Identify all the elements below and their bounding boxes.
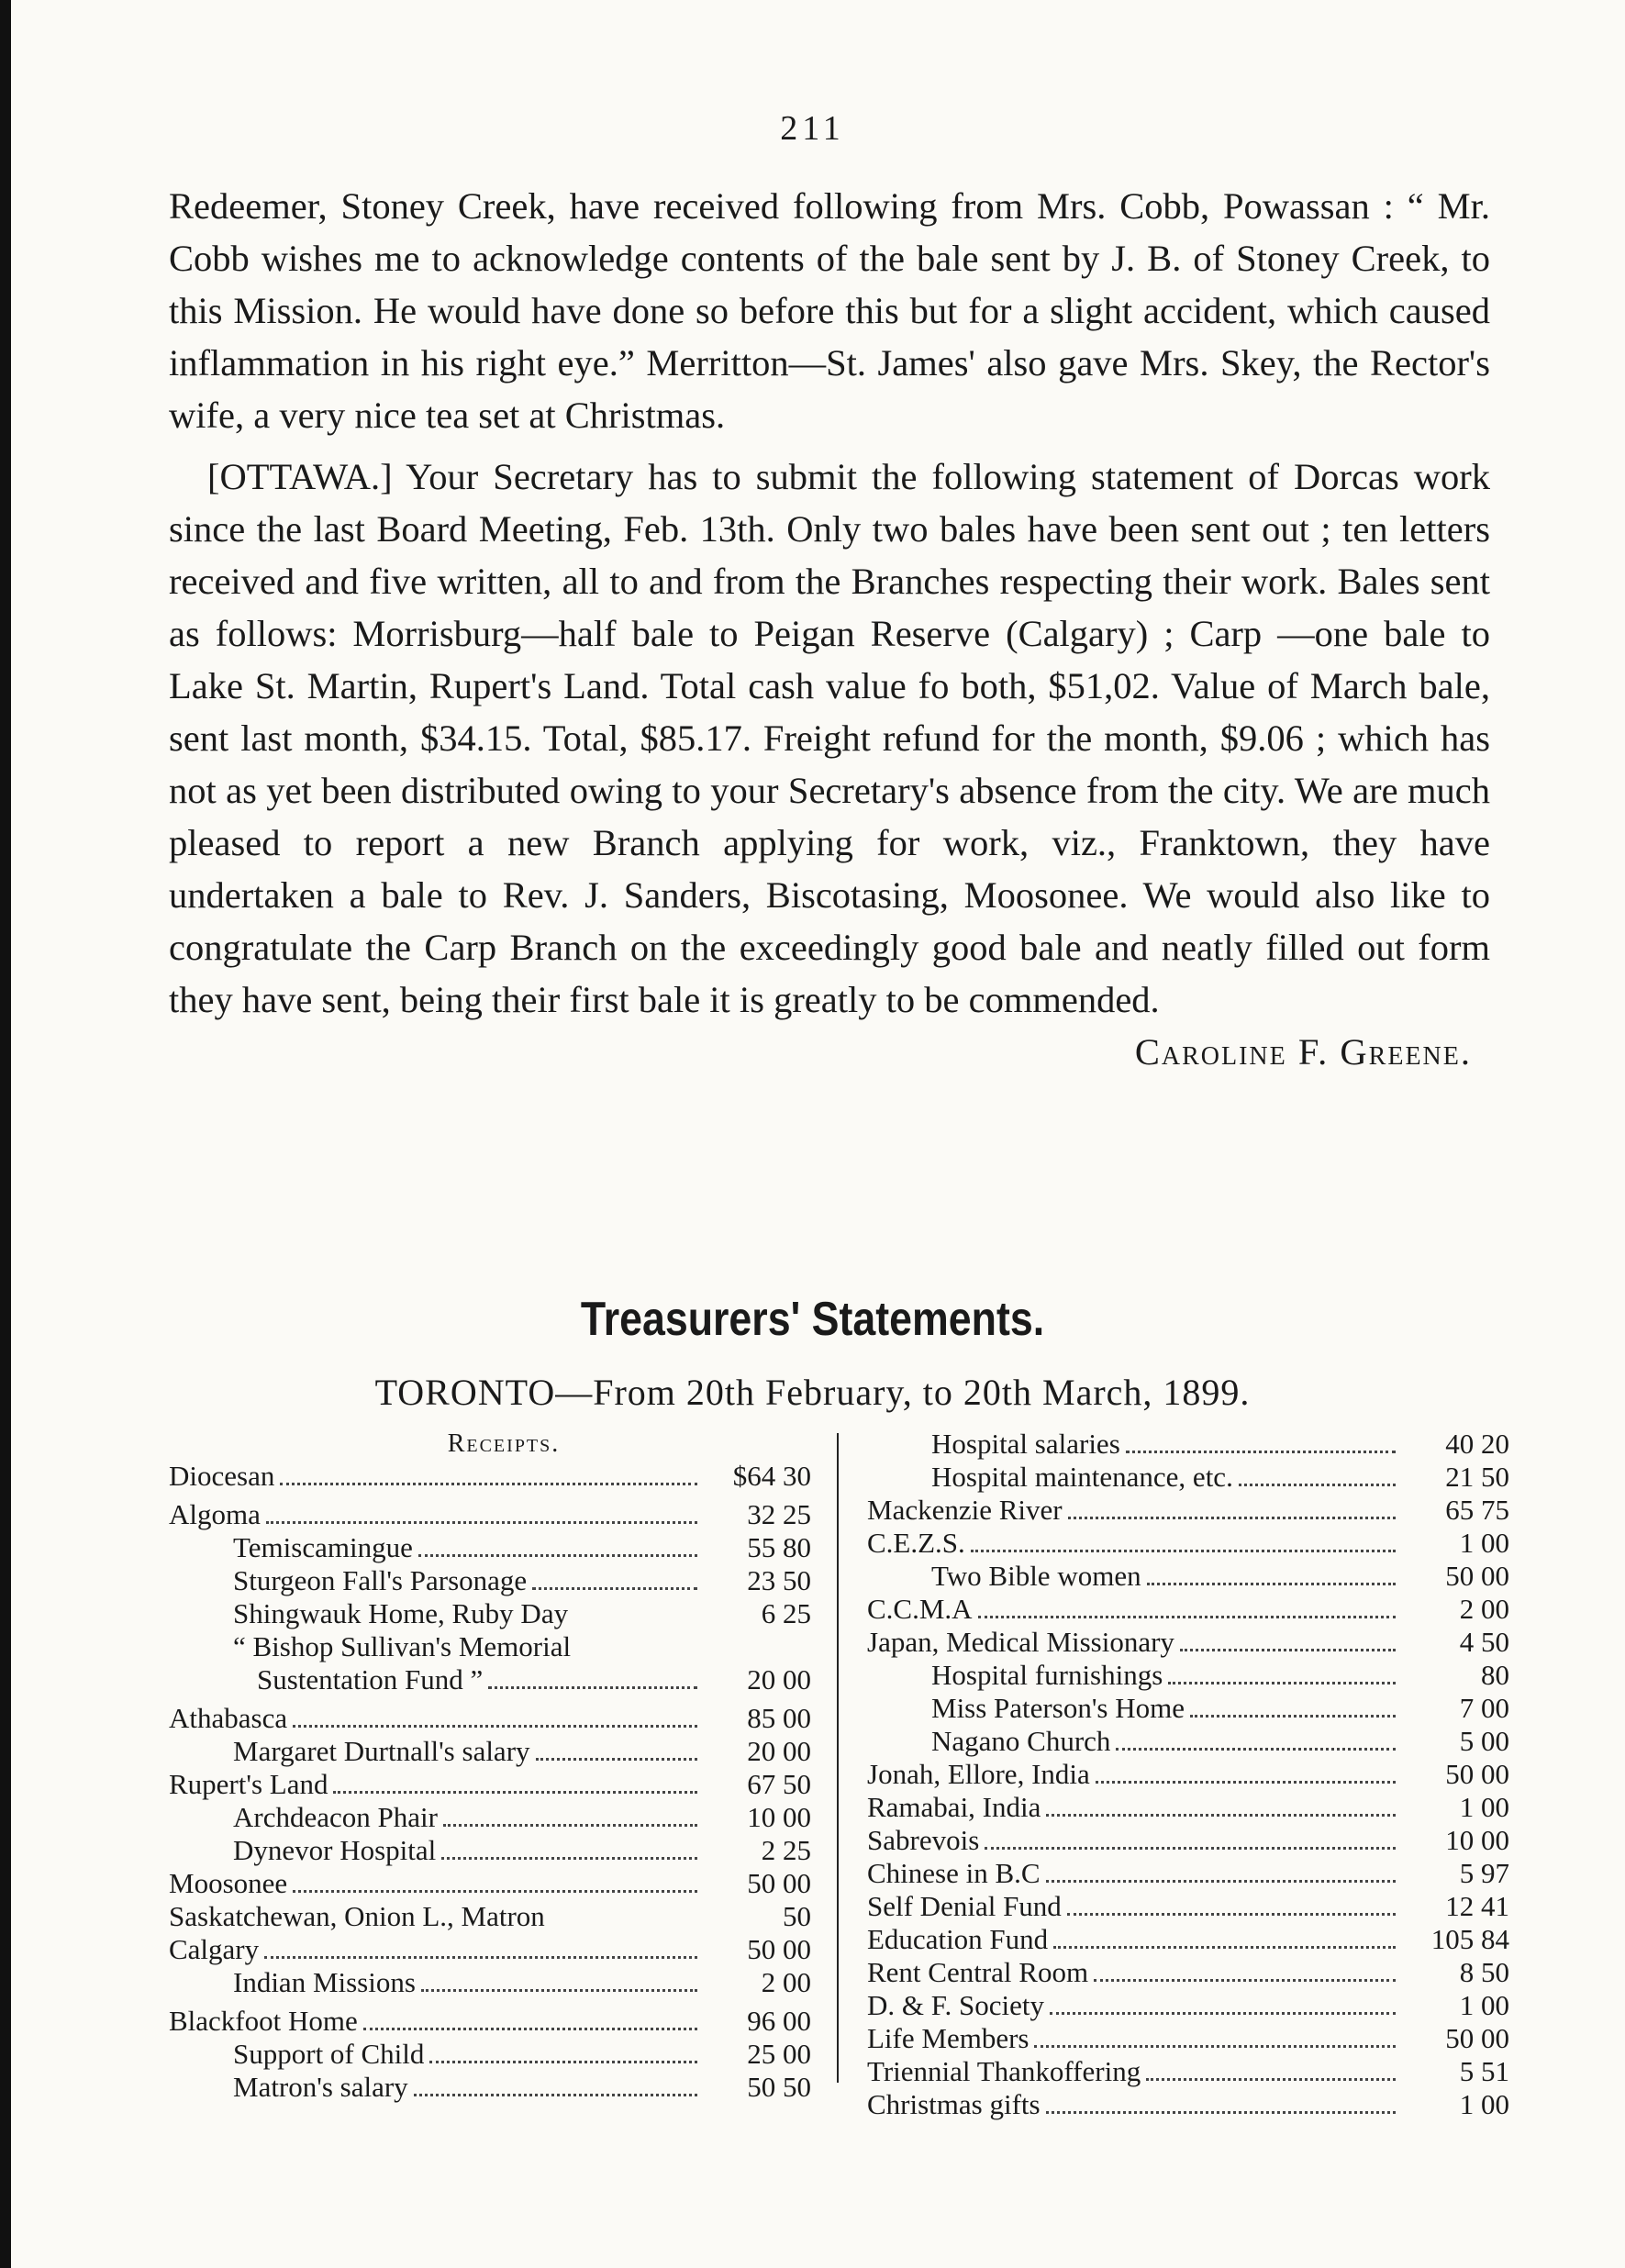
receipts-heading: Receipts. xyxy=(447,1429,561,1458)
receipt-row: Christmas gifts 1 00 xyxy=(867,2088,1509,2120)
receipt-row: Two Bible women 50 00 xyxy=(931,1560,1509,1592)
body-text xyxy=(169,180,1490,1078)
receipt-row: Self Denial Fund 12 41 xyxy=(867,1890,1509,1922)
receipt-row: Saskatchewan, Onion L., Matron 50 xyxy=(169,1900,811,1932)
receipt-row: Jonah, Ellore, India 50 00 xyxy=(867,1758,1509,1790)
receipt-row: Rupert's Land 67 50 xyxy=(169,1768,811,1800)
statement-subtitle: TORONTO—From 20th February, to 20th March, 1899. xyxy=(374,1372,1251,1413)
receipt-row: Miss Paterson's Home 7 00 xyxy=(931,1692,1509,1724)
receipt-row: Triennial Thankoffering 5 51 xyxy=(867,2055,1509,2087)
receipt-row: Indian Missions 2 00 xyxy=(233,1966,811,1998)
receipt-row: Calgary 50 00 xyxy=(169,1933,811,1965)
receipt-row: Sturgeon Fall's Parsonage 23 50 xyxy=(233,1564,811,1596)
receipts-left-column xyxy=(169,1428,811,2104)
receipt-row: D. & F. Society 1 00 xyxy=(867,1989,1509,2021)
receipt-row: Sabrevois 10 00 xyxy=(867,1824,1509,1856)
receipt-row: Athabasca 85 00 xyxy=(169,1702,811,1734)
signature-line xyxy=(169,1026,1490,1078)
receipt-row: Support of Child 25 00 xyxy=(233,2038,811,2070)
signature: Caroline F. Greene. xyxy=(1134,1031,1472,1073)
receipt-row: Dynevor Hospital 2 25 xyxy=(233,1834,811,1866)
receipt-row: C.C.M.A 2 00 xyxy=(867,1593,1509,1625)
receipt-row: Diocesan $64 30 xyxy=(169,1460,811,1492)
receipt-row: Hospital furnishings 80 xyxy=(931,1659,1509,1691)
receipt-row: Mackenzie River 65 75 xyxy=(867,1494,1509,1526)
receipt-row: Archdeacon Phair 10 00 xyxy=(233,1801,811,1833)
receipt-row: Sustentation Fund ” 20 00 xyxy=(257,1663,811,1695)
receipt-row: Matron's salary 50 50 xyxy=(233,2071,811,2103)
receipt-row: Japan, Medical Missionary 4 50 xyxy=(867,1626,1509,1658)
receipt-row: Algoma 32 25 xyxy=(169,1498,811,1530)
receipt-row: Blackfoot Home 96 00 xyxy=(169,2005,811,2037)
receipt-row: Shingwauk Home, Ruby Day 6 25 xyxy=(233,1597,811,1629)
receipt-row: Hospital maintenance, etc. 21 50 xyxy=(931,1461,1509,1493)
receipt-row: Life Members 50 00 xyxy=(867,2022,1509,2054)
column-divider xyxy=(837,1433,839,2083)
receipt-row: Education Fund 105 84 xyxy=(867,1923,1509,1955)
receipts-right-column xyxy=(867,1428,1509,2121)
receipt-row: Hospital salaries 40 20 xyxy=(931,1428,1509,1460)
paragraph-stoney-creek: Redeemer, Stoney Creek, have received following from Mrs. Cobb, Powassan : “ Mr. Cobb wishes me to acknowledge contents of the bale sent by J. B. of Stoney Creek, to this Mission. He would have done so before this but for a slight accident, which caused inflammation in his right eye.” Merritton—St. James' also gave Mrs. Skey, the Rector's wife, a very nice tea set at Christmas. xyxy=(169,185,1490,436)
binding-edge xyxy=(0,0,11,2268)
receipt-row: Temiscamingue 55 80 xyxy=(233,1531,811,1563)
paragraph-ottawa: [OTTAWA.] Your Secretary has to submit the following statement of Dorcas work since the last Board Meeting, Feb. 13th. Only two bales have been sent out ; ten letters received and five written, all to and from the Branches respecting their work. Bales sent as follows: Morrisburg—half bale to Peigan Reserve (Calgary) ; Carp —one bale to Lake St. Martin, Rupert's Land. Total cash value fo both, $51,02. Value of March bale, sent last month, $34.15. Total, $85.17. Freight refund for the month, $9.06 ; which has not as yet been distributed owing to your Secretary's absence from the city. We are much pleased to report a new Branch applying for work, viz., Franktown, they have undertaken a bale to Rev. J. Sanders, Biscotasing, Moosonee. We would also like to congratulate the Carp Branch on the exceedingly good bale and neatly filled out form they have sent, being their first bale it is greatly to be commended. xyxy=(169,456,1490,1020)
page-number: 211 xyxy=(780,109,845,148)
receipt-row: Moosonee 50 00 xyxy=(169,1867,811,1899)
receipt-row: Ramabai, India 1 00 xyxy=(867,1791,1509,1823)
receipt-row: Nagano Church 5 00 xyxy=(931,1725,1509,1757)
receipt-row: Rent Central Room 8 50 xyxy=(867,1956,1509,1988)
receipt-row: C.E.Z.S. 1 00 xyxy=(867,1527,1509,1559)
receipt-row: “ Bishop Sullivan's Memorial xyxy=(233,1630,572,1662)
receipt-row: Margaret Durtnall's salary 20 00 xyxy=(233,1735,811,1767)
receipt-row: Chinese in B.C 5 97 xyxy=(867,1857,1509,1889)
section-title: Treasurers' Statements. xyxy=(580,1293,1045,1346)
